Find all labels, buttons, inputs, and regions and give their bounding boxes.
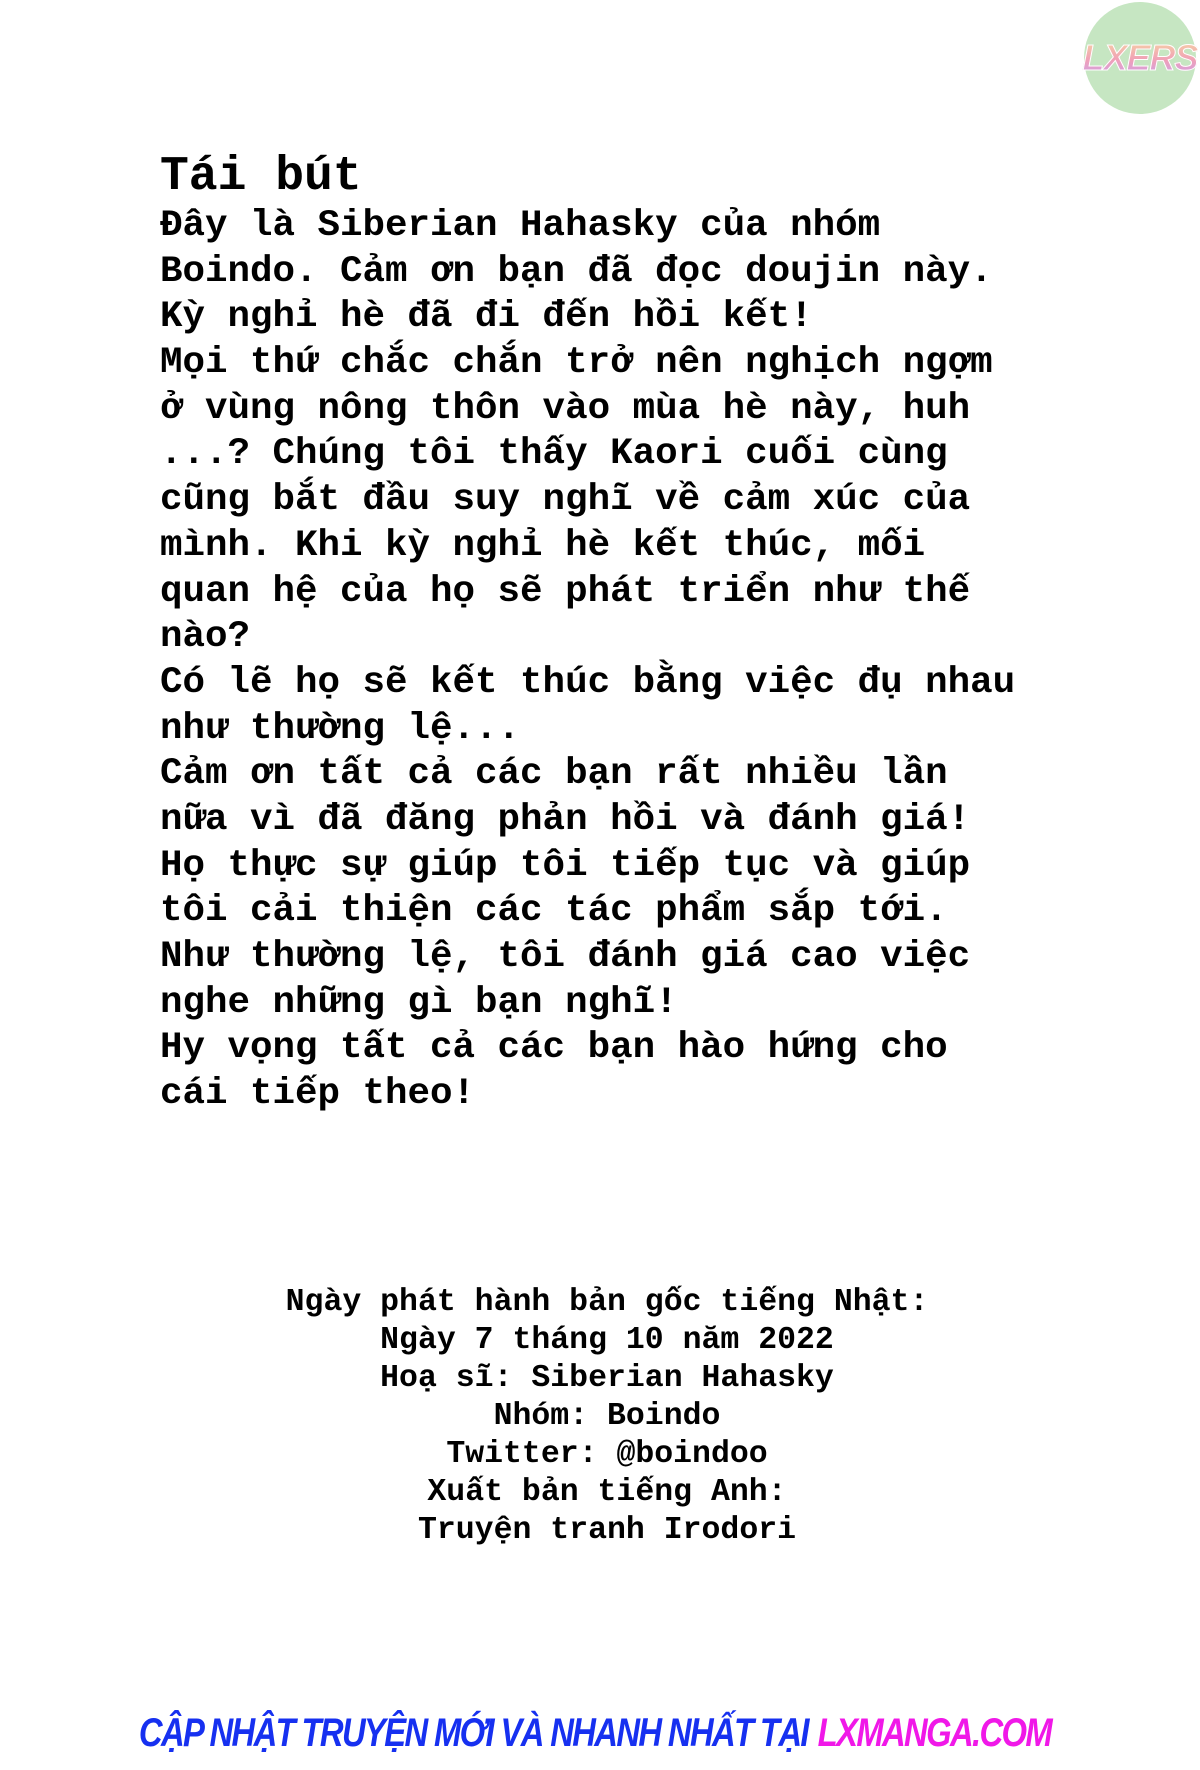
body-line: Hy vọng tất cả các bạn hào hứng cho: [160, 1027, 948, 1070]
lxers-logo: [1084, 2, 1196, 114]
logo-text: LXERS: [1082, 37, 1198, 78]
promo-banner[interactable]: [138, 1708, 1052, 1758]
body-line: nghe những gì bạn nghĩ!: [160, 981, 678, 1024]
credit-line: Hoạ sĩ: Siberian Hahasky: [380, 1361, 834, 1396]
credit-line: Xuất bản tiếng Anh:: [427, 1475, 787, 1510]
body-line: cũng bắt đầu suy nghĩ về cảm xúc của: [160, 479, 971, 522]
body-line: ...? Chúng tôi thấy Kaori cuối cùng: [160, 433, 948, 476]
body-line: nào?: [160, 616, 251, 659]
body-line: quan hệ của họ sẽ phát triển như thế: [160, 570, 971, 613]
body-line: nữa vì đã đăng phản hồi và đánh giá!: [160, 798, 971, 841]
body-line: ở vùng nông thôn vào mùa hè này, huh: [160, 387, 971, 430]
body-line: Cảm ơn tất cả các bạn rất nhiều lần: [160, 753, 948, 796]
body-line: Có lẽ họ sẽ kết thúc bằng việc đụ nhau: [160, 661, 1016, 704]
body-line: Như thường lệ, tôi đánh giá cao việc: [160, 936, 971, 978]
credit-line: Nhóm: Boindo: [493, 1399, 721, 1434]
body-line: cái tiếp theo!: [160, 1073, 476, 1116]
body-line: như thường lệ...: [160, 707, 521, 750]
banner-text: CẬP NHẬT TRUYỆN MỚI VÀ NHANH NHẤT TẠI: [138, 1710, 808, 1755]
credit-line: Ngày 7 tháng 10 năm 2022: [380, 1323, 834, 1358]
credits-block: [0, 1284, 1200, 1550]
credit-line: Truyện tranh Irodori: [417, 1513, 797, 1548]
body-line: mình. Khi kỳ nghỉ hè kết thúc, mối: [160, 524, 926, 567]
body-line: Họ thực sự giúp tôi tiếp tục và giúp: [160, 844, 971, 887]
credit-line: Ngày phát hành bản gốc tiếng Nhật:: [285, 1285, 929, 1320]
page-title: Tái bút: [160, 150, 362, 204]
body-line: Boindo. Cảm ơn bạn đã đọc doujin này.: [160, 250, 993, 293]
body-line: Đây là Siberian Hahasky của nhóm: [160, 205, 881, 247]
body-line: Mọi thứ chắc chắn trở nên nghịch ngợm: [160, 342, 993, 385]
credit-line: Twitter: @boindoo: [446, 1437, 768, 1472]
body-line: Kỳ nghỉ hè đã đi đến hồi kết!: [160, 296, 813, 339]
banner-site-link[interactable]: LXMANGA.COM: [817, 1710, 1052, 1755]
body-line: tôi cải thiện các tác phẩm sắp tới.: [160, 890, 948, 933]
afterword-body: [160, 204, 1015, 1118]
